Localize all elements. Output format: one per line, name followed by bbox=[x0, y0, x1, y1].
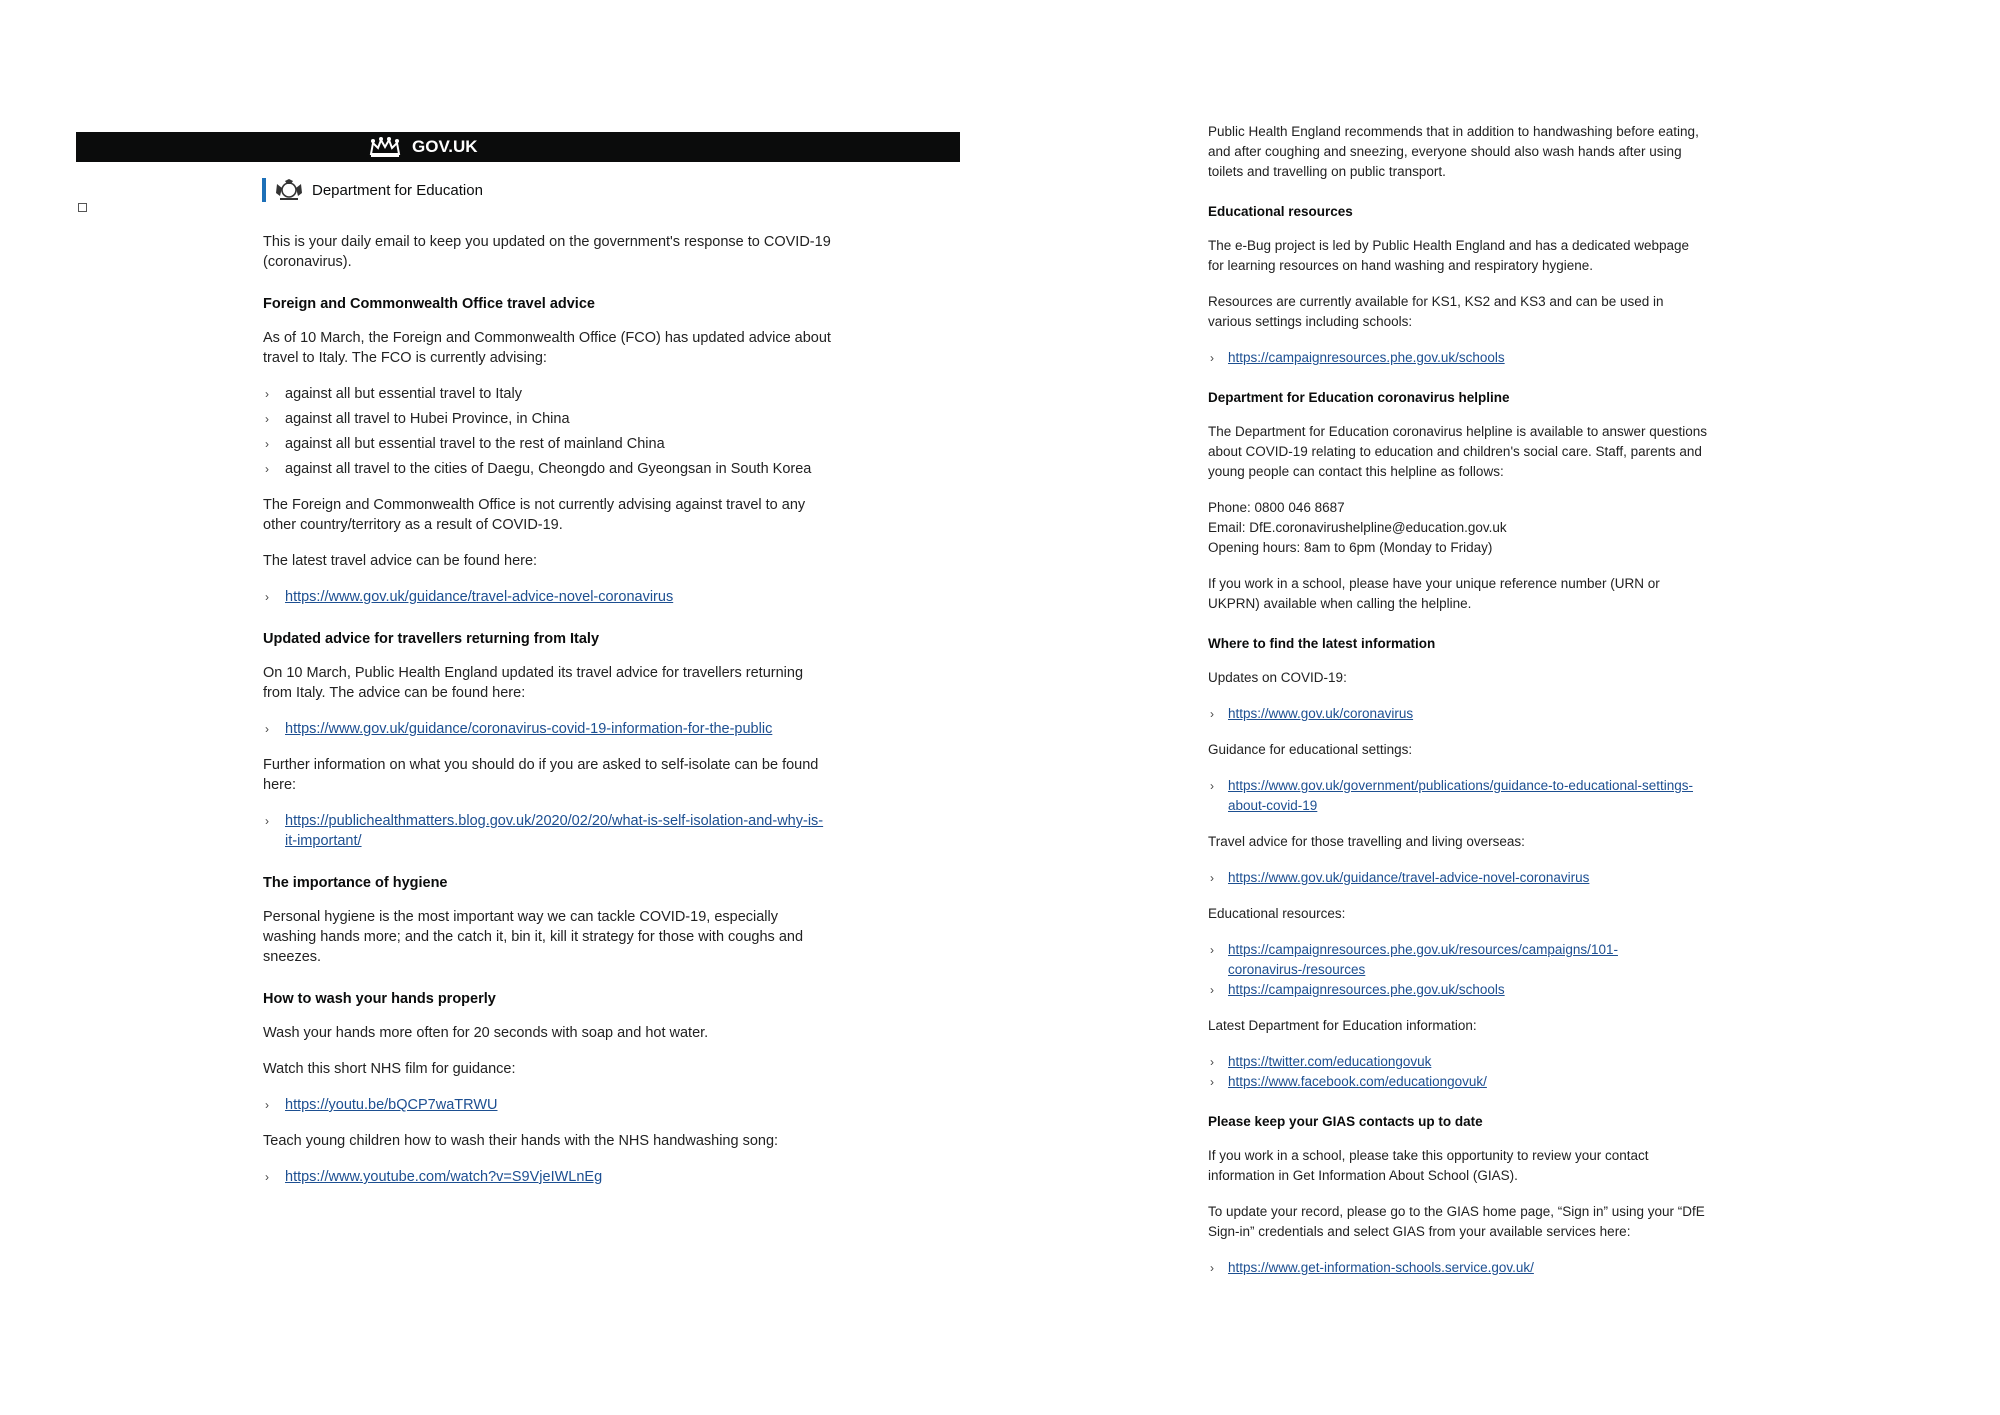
phe-text: Public Health England recommends that in addition to handwashing before eating, and after coughing and sneezing, everyone should also wash hands after using toilets and travelling on public transport. bbox=[1208, 124, 1699, 179]
facebook-link[interactable]: https://www.facebook.com/educationgovuk/ bbox=[1228, 1074, 1487, 1089]
intro-text: This is your daily email to keep you updated on the government's response to COVID-19 (coronavirus). bbox=[263, 234, 831, 270]
helpline-hours: Opening hours: 8am to 6pm (Monday to Friday) bbox=[1208, 540, 1493, 555]
govuk-logo[interactable] bbox=[368, 132, 478, 162]
link-list bbox=[263, 1167, 831, 1187]
helpline-text: The Department for Education coronavirus helpline is available to answer questions about COVID-19 relating to education and children's social care. Staff, parents and young people can contact this helpline as follows: bbox=[1208, 424, 1708, 479]
gias-heading: Please keep your GIAS contacts up to date bbox=[1208, 1114, 1483, 1129]
nhs-film-link[interactable]: https://youtu.be/bQCP7waTRWU bbox=[285, 1097, 498, 1113]
list-item: › against all but essential travel to the rest of mainland China bbox=[263, 434, 831, 454]
list-item bbox=[263, 1095, 831, 1115]
department-name: Department for Education bbox=[312, 181, 483, 199]
link-list bbox=[263, 1095, 831, 1115]
crown-icon bbox=[368, 136, 402, 158]
link-list bbox=[1208, 1052, 1708, 1092]
coronavirus-link[interactable]: https://www.gov.uk/coronavirus bbox=[1228, 706, 1414, 721]
overseas-travel-link[interactable]: https://www.gov.uk/guidance/travel-advice-novel-coronavirus bbox=[1228, 870, 1590, 885]
list-item bbox=[263, 1167, 831, 1187]
travel-advice-link[interactable]: https://www.gov.uk/guidance/travel-advice-novel-coronavirus bbox=[285, 589, 674, 605]
schools-resources-link[interactable]: https://campaignresources.phe.gov.uk/schools bbox=[1228, 350, 1505, 365]
italy-text: On 10 March, Public Health England updated its travel advice for travellers returning from Italy. The advice can be found here: bbox=[263, 665, 804, 701]
fco-heading: Foreign and Commonwealth Office travel advice bbox=[263, 296, 595, 312]
list-item bbox=[263, 719, 831, 739]
isolate-text: Further information on what you should do if you are asked to self-isolate can be found here: bbox=[263, 757, 819, 793]
department-banner bbox=[262, 178, 483, 202]
link-list bbox=[1208, 868, 1708, 888]
fco-list bbox=[263, 384, 831, 479]
twitter-link[interactable]: https://twitter.com/educationgovuk bbox=[1228, 1054, 1432, 1069]
urn-text: If you work in a school, please have your unique reference number (URN or UKPRN) available when calling the helpline. bbox=[1208, 576, 1660, 611]
crest-icon bbox=[274, 179, 304, 201]
song-text: Teach young children how to wash their hands with the NHS handwashing song: bbox=[263, 1133, 779, 1149]
list-item bbox=[1208, 1072, 1708, 1092]
wash-text: Wash your hands more often for 20 seconds with soap and hot water. bbox=[263, 1025, 709, 1041]
list-item: › against all travel to Hubei Province, in China bbox=[263, 409, 831, 429]
ebug-text: The e-Bug project is led by Public Health England and has a dedicated webpage for learning resources on hand washing and respiratory hygiene. bbox=[1208, 238, 1690, 273]
list-item bbox=[1208, 1052, 1708, 1072]
list-item bbox=[1208, 980, 1708, 1000]
right-column bbox=[1208, 122, 1708, 1294]
list-item bbox=[263, 811, 831, 851]
covid-info-link[interactable]: https://www.gov.uk/guidance/coronavirus-covid-19-information-for-the-public bbox=[285, 721, 773, 737]
link-list bbox=[1208, 1258, 1708, 1278]
gias-update-text: To update your record, please go to the GIAS home page, “Sign in” using your “DfE Sign-in” credentials and select GIAS from your available services here: bbox=[1208, 1204, 1705, 1239]
schools-resources-link-2[interactable]: https://campaignresources.phe.gov.uk/schools bbox=[1228, 982, 1505, 997]
fco-text: As of 10 March, the Foreign and Commonwealth Office (FCO) has updated advice about travel to Italy. The FCO is currently advising: bbox=[263, 330, 831, 366]
link-list bbox=[1208, 704, 1708, 724]
resources-label: Educational resources: bbox=[1208, 906, 1346, 921]
image-placeholder-icon bbox=[78, 203, 87, 212]
link-list bbox=[1208, 348, 1708, 368]
overseas-label: Travel advice for those travelling and living overseas: bbox=[1208, 834, 1525, 849]
campaign-resources-link[interactable]: https://campaignresources.phe.gov.uk/resources/campaigns/101-coronavirus-/resources bbox=[1228, 942, 1618, 977]
latest-advice-text: The latest travel advice can be found here: bbox=[263, 553, 538, 569]
list-item bbox=[1208, 868, 1708, 888]
list-item bbox=[1208, 704, 1708, 724]
link-list bbox=[1208, 776, 1708, 816]
italy-heading: Updated advice for travellers returning from Italy bbox=[263, 631, 600, 647]
latest-info-heading: Where to find the latest information bbox=[1208, 636, 1436, 651]
handwashing-song-link[interactable]: https://www.youtube.com/watch?v=S9VjeIWLnEg bbox=[285, 1169, 603, 1185]
key-stage-text: Resources are currently available for KS1, KS2 and KS3 and can be used in various settings including schools: bbox=[1208, 294, 1664, 329]
list-item bbox=[1208, 776, 1708, 816]
list-item bbox=[1208, 348, 1708, 368]
guidance-label: Guidance for educational settings: bbox=[1208, 742, 1413, 757]
educational-resources-heading: Educational resources bbox=[1208, 204, 1353, 219]
link-list bbox=[1208, 940, 1708, 1000]
govuk-brand-text: GOV.UK bbox=[412, 137, 478, 156]
list-item bbox=[1208, 1258, 1708, 1278]
department-stripe bbox=[262, 178, 266, 202]
left-column bbox=[263, 232, 831, 1203]
list-item: › against all but essential travel to Italy bbox=[263, 384, 831, 404]
hygiene-heading: The importance of hygiene bbox=[263, 875, 448, 891]
helpline-contact bbox=[1208, 498, 1708, 558]
wash-heading: How to wash your hands properly bbox=[263, 991, 496, 1007]
list-item: › against all travel to the cities of Daegu, Cheongdo and Gyeongsan in South Korea bbox=[263, 459, 831, 479]
govuk-header bbox=[76, 132, 960, 162]
gias-link[interactable]: https://www.get-information-schools.service.gov.uk/ bbox=[1228, 1260, 1534, 1275]
gias-text: If you work in a school, please take this opportunity to review your contact information in Get Information About School (GIAS). bbox=[1208, 1148, 1649, 1183]
list-item bbox=[263, 587, 831, 607]
fco-note: The Foreign and Commonwealth Office is not currently advising against travel to any other country/territory as a result of COVID-19. bbox=[263, 497, 806, 533]
hygiene-text: Personal hygiene is the most important way we can tackle COVID-19, especially washing hands more; and the catch it, bin it, kill it strategy for those with coughs and sneezes. bbox=[263, 909, 804, 965]
helpline-heading: Department for Education coronavirus helpline bbox=[1208, 390, 1510, 405]
film-text: Watch this short NHS film for guidance: bbox=[263, 1061, 516, 1077]
helpline-email: Email: DfE.coronavirushelpline@education.gov.uk bbox=[1208, 520, 1507, 535]
guidance-link[interactable]: https://www.gov.uk/government/publications/guidance-to-educational-settings-about-covid-19 bbox=[1228, 778, 1694, 813]
updates-label: Updates on COVID-19: bbox=[1208, 670, 1347, 685]
self-isolation-link[interactable]: https://publichealthmatters.blog.gov.uk/2020/02/20/what-is-self-isolation-and-why-is-it-important/ bbox=[285, 813, 824, 849]
list-item bbox=[1208, 940, 1708, 980]
helpline-phone: Phone: 0800 046 8687 bbox=[1208, 500, 1345, 515]
link-list bbox=[263, 719, 831, 739]
link-list bbox=[263, 811, 831, 851]
dfe-info-label: Latest Department for Education information: bbox=[1208, 1018, 1477, 1033]
link-list bbox=[263, 587, 831, 607]
